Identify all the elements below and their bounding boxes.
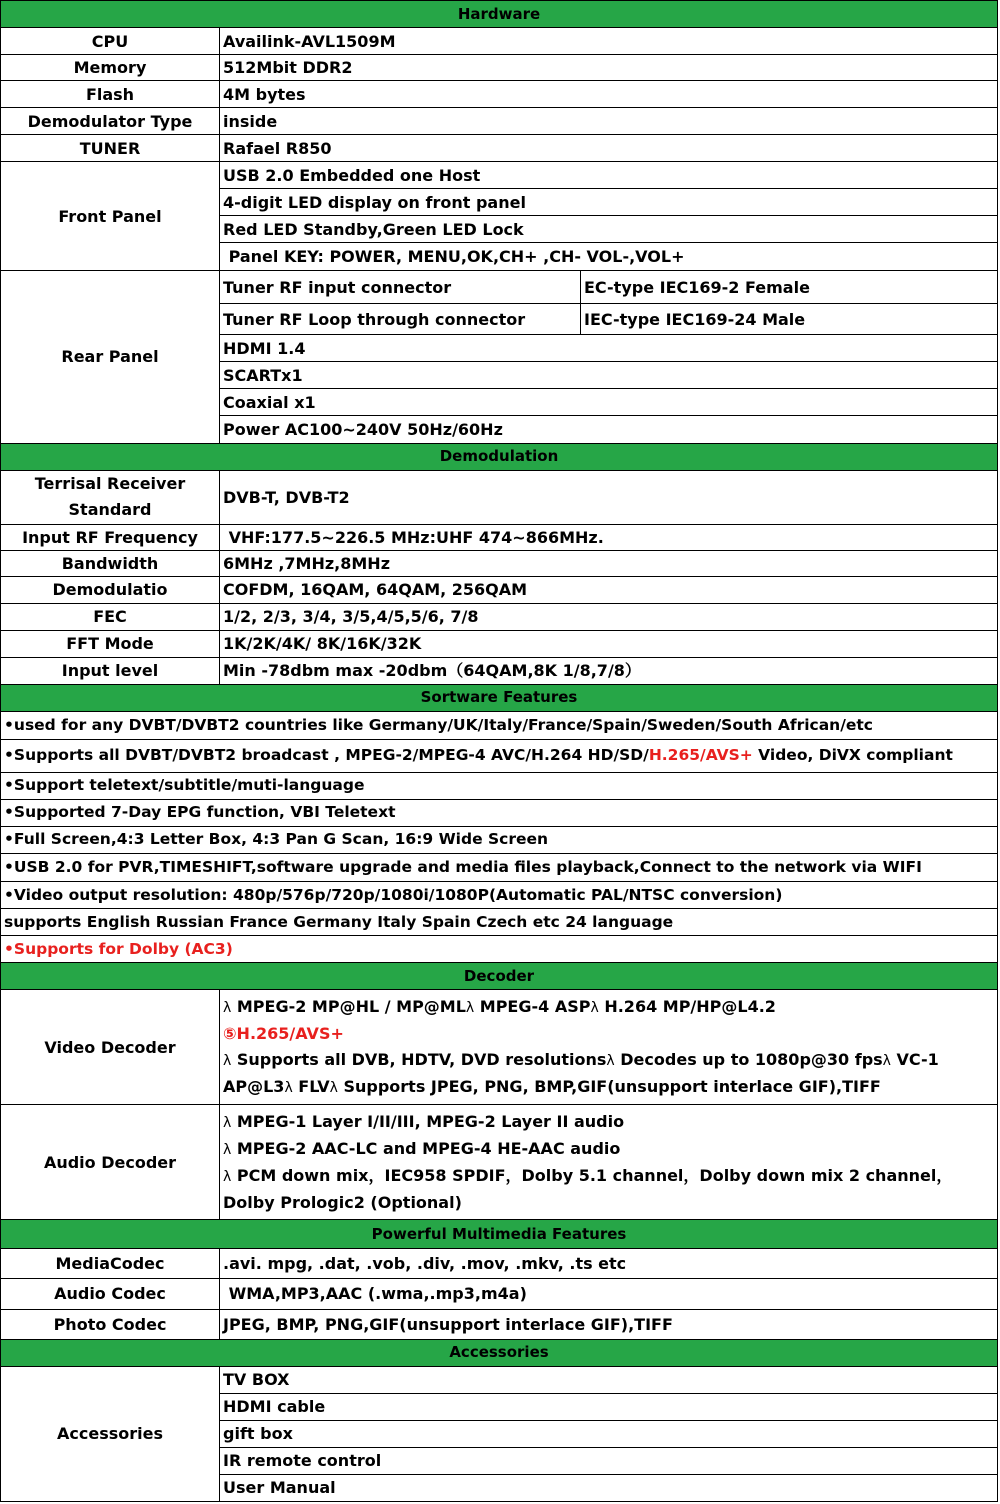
section-title: Demodulation [1, 443, 998, 470]
codec-text: MPEG-1 Layer I/II/III, MPEG-2 Layer II audio [231, 1111, 625, 1131]
feature-text: •Support teletext/subtitle/muti-language [1, 772, 998, 799]
feature-text [1, 739, 998, 772]
lambda-icon: λ [606, 1052, 615, 1069]
spec-label: Front Panel [1, 162, 220, 271]
spec-label: Terrisal Receiver Standard [1, 470, 220, 524]
spec-row-bandwidth [1, 550, 998, 576]
lambda-icon: λ [223, 1114, 232, 1131]
spec-label: Demodulatio [1, 576, 220, 603]
codec-text: PCM down mix，IEC958 SPDIF，Dolby 5.1 channel，Dolby down mix 2 channel，Dolby Prologic2 (Optional) [223, 1165, 953, 1212]
codec-text: MPEG-2 AAC-LC and MPEG-4 HE-AAC audio [231, 1138, 621, 1158]
spec-value: 512Mbit DDR2 [220, 55, 998, 81]
spec-row-media-codec [1, 1249, 998, 1279]
spec-label: CPU [1, 28, 220, 55]
feature-row [1, 853, 998, 881]
spec-value: Min -78dbm max -20dbm（64QAM,8K 1/8,7/8） [220, 657, 998, 684]
spec-row-audio-decoder [1, 1105, 998, 1220]
spec-row-audio-codec [1, 1279, 998, 1309]
accessory-item: gift box [220, 1420, 998, 1447]
accessory-item: User Manual [220, 1474, 998, 1501]
lambda-icon: λ [329, 1079, 338, 1096]
feature-text-part: Video, DiVX compliant [752, 746, 953, 765]
section-title: Decoder [1, 963, 998, 990]
spec-value: JPEG, BMP, PNG,GIF(unsupport interlace GIF),TIFF [220, 1309, 998, 1339]
spec-value: .avi. mpg, .dat, .vob, .div, .mov, .mkv, .ts etc [220, 1249, 998, 1279]
spec-row-fft-mode [1, 630, 998, 657]
rear-panel-item: SCARTx1 [220, 362, 998, 389]
rear-panel-item: Power AC100~240V 50Hz/60Hz [220, 416, 998, 443]
feature-text: supports English Russian France Germany Italy Spain Czech etc 24 language [1, 909, 998, 936]
rear-panel-item: Coaxial x1 [220, 389, 998, 416]
codec-text: Supports all DVB, HDTV, DVD resolutions [231, 1049, 607, 1069]
spec-label: Input level [1, 657, 220, 684]
spec-row-input-rf-frequency [1, 524, 998, 550]
feature-row [1, 711, 998, 739]
spec-label: TUNER [1, 135, 220, 162]
spec-label: Demodulator Type [1, 108, 220, 135]
accessory-item: TV BOX [220, 1366, 998, 1393]
lambda-icon: λ [465, 999, 475, 1016]
spec-value: DVB-T, DVB-T2 [220, 470, 998, 524]
feature-row [1, 882, 998, 909]
spec-value: VHF:177.5~226.5 MHz:UHF 474~866MHz. [220, 524, 998, 550]
section-title: Powerful Multimedia Features [1, 1220, 998, 1249]
spec-row-photo-codec [1, 1309, 998, 1339]
lambda-icon: λ [882, 1052, 891, 1069]
spec-label: MediaCodec [1, 1249, 220, 1279]
section-header-software [1, 684, 998, 711]
accessory-item: IR remote control [220, 1447, 998, 1474]
lambda-icon: λ [284, 1079, 293, 1096]
spec-row-fec [1, 603, 998, 630]
lambda-icon: λ [223, 1141, 232, 1158]
video-decoder-details [220, 990, 998, 1105]
spec-value: 1K/2K/4K/ 8K/16K/32K [220, 630, 998, 657]
spec-row-input-level [1, 657, 998, 684]
highlight-text: H.265/AVS+ [236, 1023, 344, 1043]
codec-text: H.264 MP/HP@L4.2 [598, 996, 776, 1016]
feature-row [1, 936, 998, 963]
section-header-multimedia [1, 1220, 998, 1249]
spec-row-front-panel [1, 162, 998, 189]
feature-row [1, 909, 998, 936]
feature-row [1, 826, 998, 853]
connector-name: Tuner RF Loop through connector [220, 304, 581, 335]
spec-label: Memory [1, 55, 220, 81]
circled-five-icon: ⑤ [223, 1023, 237, 1043]
codec-text: Supports JPEG, PNG, BMP,GIF(unsupport interlace GIF),TIFF [337, 1076, 881, 1096]
section-header-accessories [1, 1339, 998, 1366]
feature-row [1, 799, 998, 826]
front-panel-item: Panel KEY: POWER, MENU,OK,CH+ ,CH- VOL-,VOL+ [220, 243, 998, 271]
codec-text: Decodes up to 1080p@30 fps [614, 1049, 883, 1069]
feature-text: •Full Screen,4:3 Letter Box, 4:3 Pan G Scan, 16:9 Wide Screen [1, 826, 998, 853]
feature-text: •used for any DVBT/DVBT2 countries like Germany/UK/Italy/France/Spain/Sweden/South African/etc [1, 711, 998, 739]
spec-row-flash [1, 81, 998, 108]
spec-value: 4M bytes [220, 81, 998, 108]
spec-row-demodulation [1, 576, 998, 603]
section-header-demodulation [1, 443, 998, 470]
spec-label: FFT Mode [1, 630, 220, 657]
feature-text-part: •Supports all DVBT/DVBT2 broadcast , MPEG-2/MPEG-4 AVC/H.264 HD/SD/ [4, 746, 649, 765]
connector-name: Tuner RF input connector [220, 271, 581, 304]
spec-label: Accessories [1, 1366, 220, 1501]
connector-type: IEC-type IEC169-24 Male [581, 304, 998, 335]
section-header-hardware [1, 1, 998, 28]
feature-text-highlight: •Supports for Dolby (AC3) [1, 936, 998, 963]
spec-label: Input RF Frequency [1, 524, 220, 550]
spec-row-video-decoder [1, 990, 998, 1105]
spec-value: 1/2, 2/3, 3/4, 3/5,4/5,5/6, 7/8 [220, 603, 998, 630]
section-header-decoder [1, 963, 998, 990]
spec-label: Bandwidth [1, 550, 220, 576]
accessory-row [1, 1366, 998, 1393]
section-title: Accessories [1, 1339, 998, 1366]
front-panel-item: Red LED Standby,Green LED Lock [220, 216, 998, 243]
codec-text: MPEG-2 MP@HL / MP@ML [231, 996, 466, 1016]
feature-text: •USB 2.0 for PVR,TIMESHIFT,software upgrade and media files playback,Connect to the network via WIFI [1, 853, 998, 881]
highlight-text: H.265/AVS+ [648, 746, 753, 765]
front-panel-item: 4-digit LED display on front panel [220, 189, 998, 216]
spec-label: Photo Codec [1, 1309, 220, 1339]
spec-value: COFDM, 16QAM, 64QAM, 256QAM [220, 576, 998, 603]
spec-label: Audio Codec [1, 1279, 220, 1309]
lambda-icon: λ [223, 999, 232, 1016]
codec-text: MPEG-4 ASP [474, 996, 591, 1016]
accessory-item: HDMI cable [220, 1393, 998, 1420]
spec-row-demodulator-type [1, 108, 998, 135]
spec-row-memory [1, 55, 998, 81]
codec-text: FLV [292, 1076, 330, 1096]
audio-decoder-details [220, 1105, 998, 1220]
feature-row [1, 772, 998, 799]
connector-type: EC-type IEC169-2 Female [581, 271, 998, 304]
spec-value: Rafael R850 [220, 135, 998, 162]
spec-label: Audio Decoder [1, 1105, 220, 1220]
section-title: Hardware [1, 1, 998, 28]
spec-row-tuner [1, 135, 998, 162]
spec-value: Availink-AVL1509M [220, 28, 998, 55]
lambda-icon: λ [223, 1168, 232, 1185]
spec-row-cpu [1, 28, 998, 55]
spec-row-rear-panel [1, 271, 998, 304]
spec-value: inside [220, 108, 998, 135]
lambda-icon: λ [223, 1052, 232, 1069]
lambda-icon: λ [590, 999, 599, 1016]
spec-label: Video Decoder [1, 990, 220, 1105]
front-panel-item: USB 2.0 Embedded one Host [220, 162, 998, 189]
feature-row [1, 739, 998, 772]
spec-row-receiver-standard [1, 470, 998, 524]
spec-value: 6MHz ,7MHz,8MHz [220, 550, 998, 576]
spec-value: WMA,MP3,AAC (.wma,.mp3,m4a) [220, 1279, 998, 1309]
spec-label: FEC [1, 603, 220, 630]
spec-label: Flash [1, 81, 220, 108]
spec-label: Rear Panel [1, 271, 220, 443]
feature-text: •Supported 7-Day EPG function, VBI Teletext [1, 799, 998, 826]
codec-text: VC-1 AP@L3 [223, 1049, 939, 1096]
rear-panel-item: HDMI 1.4 [220, 335, 998, 362]
feature-text: •Video output resolution: 480p/576p/720p/1080i/1080P(Automatic PAL/NTSC conversion) [1, 882, 998, 909]
section-title: Sortware Features [1, 684, 998, 711]
